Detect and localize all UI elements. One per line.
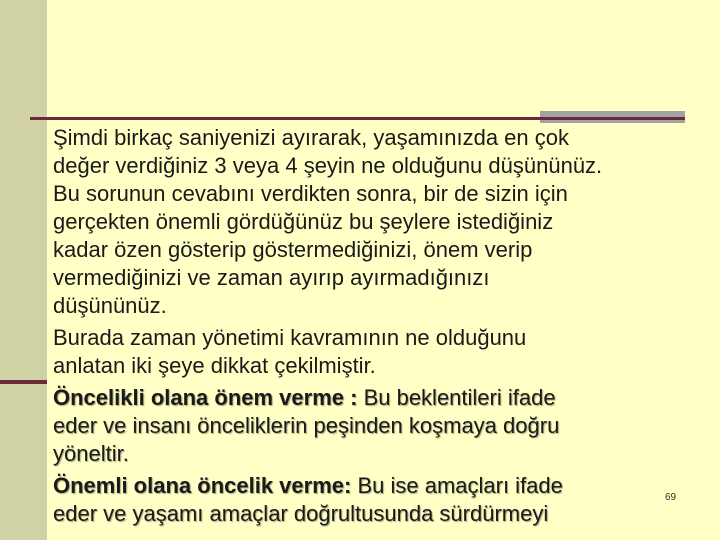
text-line: değer verdiğiniz 3 veya 4 şeyin ne olduğunu düşününüz.: [53, 153, 603, 178]
text-line: düşününüz.: [53, 293, 167, 318]
text-line: Burada zaman yönetimi kavramının ne olduğunu: [53, 325, 527, 350]
text-line: anlatan iki şeye dikkat çekilmiştir.: [53, 353, 376, 378]
term-label: Önemli olana öncelik verme:: [53, 473, 352, 498]
text-line: [53, 384, 703, 412]
text-line: Bu sorunun cevabını verdikten sonra, bir de sizin için: [53, 181, 568, 206]
text-line: Şimdi birkaç saniyenizi ayırarak, yaşamınızda en çok: [53, 125, 569, 150]
term-definition-start: Bu ise amaçları ifade: [351, 473, 563, 498]
text-line: [53, 472, 703, 500]
header-divider-line: [30, 117, 685, 120]
text-line: kadar özen gösterip göstermediğinizi, önem verip: [53, 237, 533, 262]
page-number: 69: [665, 492, 677, 503]
sidebar-accent-line: [0, 380, 47, 384]
paragraph-concept: [53, 324, 703, 380]
text-line: vermediğinizi ve zaman ayırıp ayırmadığınızı: [53, 265, 490, 290]
paragraph-intro: [53, 124, 703, 320]
term-definition-start: Bu beklentileri ifade: [357, 385, 556, 410]
text-line: gerçekten önemli gördüğünüz bu şeylere istediğiniz: [53, 209, 554, 234]
term-label: Öncelikli olana önem verme :: [53, 385, 358, 410]
paragraph-importance-priority: [53, 472, 703, 528]
text-line: eder ve insanı önceliklerin peşinden koşmaya doğru: [53, 413, 560, 438]
paragraph-priority-importance: [53, 384, 703, 468]
text-line: eder ve yaşamı amaçlar doğrultusunda sürdürmeyi: [53, 501, 549, 526]
left-sidebar-band: [0, 0, 47, 540]
text-line: yöneltir.: [53, 441, 129, 466]
slide-body: [53, 124, 703, 532]
